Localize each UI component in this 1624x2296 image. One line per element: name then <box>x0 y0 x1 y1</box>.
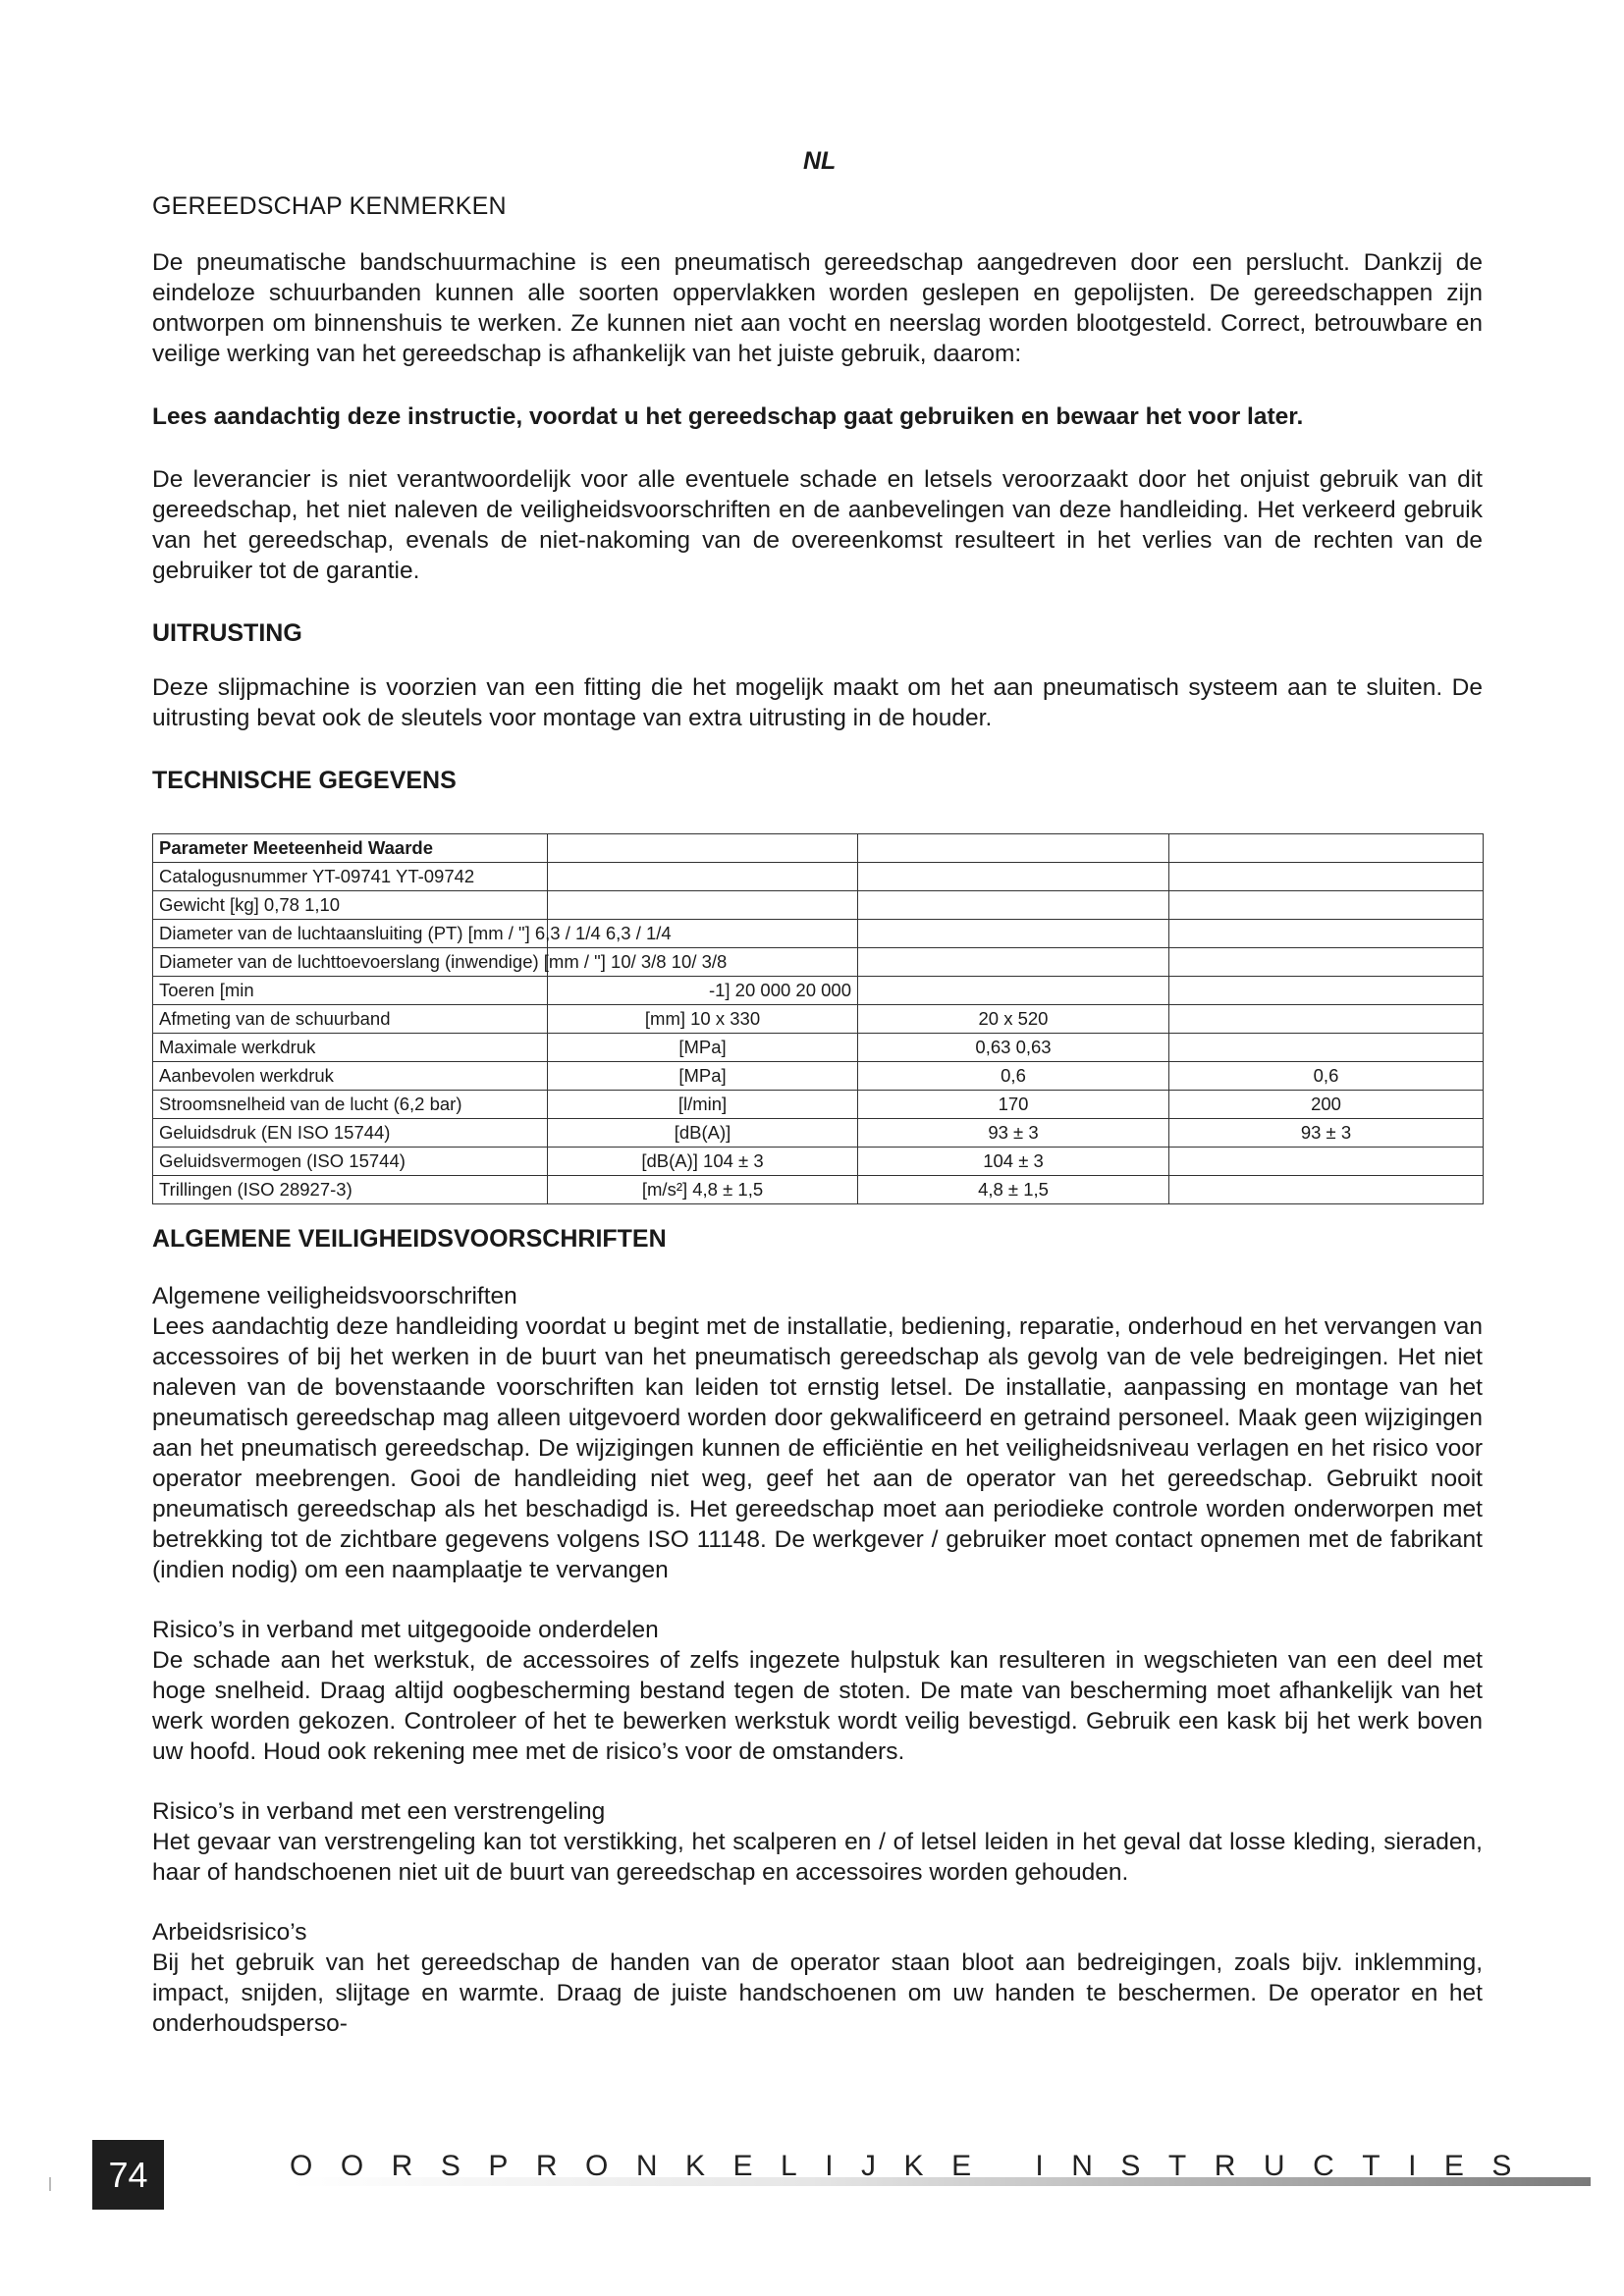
table-cell: 200 <box>1169 1091 1484 1119</box>
table-row <box>153 1005 1484 1034</box>
table-cell <box>548 834 858 863</box>
safety-blocks <box>152 1281 1483 2039</box>
table-cell: [l/min] <box>548 1091 858 1119</box>
table-cell: [dB(A)] 104 ± 3 <box>548 1148 858 1176</box>
table-cell <box>858 920 1169 948</box>
equipment-paragraph: Deze slijpmachine is voorzien van een fitting die het mogelijk maakt om het aan pneumatisch systeem aan te sluiten. De uitrusting bevat ook de sleutels voor montage van extra uitrusting in de houder. <box>152 674 1483 731</box>
table-cell: Maximale werkdruk <box>153 1034 548 1062</box>
table-row <box>153 948 1484 977</box>
safety-paragraph: Het gevaar van verstrengeling kan tot verstikking, het scalperen en / of letsel leiden in het geval dat losse kleding, sieraden, haar of handschoenen niet uit de buurt van gereedschap en accessoires worden gehouden. <box>152 1829 1483 1886</box>
table-cell <box>1169 834 1484 863</box>
table-cell <box>1169 1005 1484 1034</box>
table-cell <box>1169 920 1484 948</box>
safety-paragraph: Lees aandachtig deze handleiding voordat u begint met de installatie, bediening, reparatie, onderhoud en het vervangen van accessoires of bij het werken in de buurt van het pneumatisch gereedschap als gevolg van de vele bedreigingen. Het niet naleven van de bovenstaande voorschriften kan leiden tot ernstig letsel. De installatie, aanpassing en montage van het pneumatisch gereedschap mag alleen uitgevoerd worden door gekwalificeerd en getraind personeel. Maak geen wijzigingen aan het pneumatisch gereedschap. De wijzigingen kunnen de efficiëntie en het veiligheidsniveau verlagen en het risico voor operator meebrengen. Gooi de handleiding niet weg, geef het aan de operator van het gereedschap. Gebruikt nooit pneumatisch gereedschap als het beschadigd is. Het gereedschap moet aan periodieke controle worden onderworpen met betrekking tot de zichtbare gegevens volgens ISO 11148. De werkgever / gebruiker moet contact opnemen met de fabrikant (indien nodig) om een naamplaatje te vervangen <box>152 1313 1483 1583</box>
technical-data-table <box>152 833 1484 1204</box>
table-cell: 104 ± 3 <box>858 1148 1169 1176</box>
table-cell: Toeren [min <box>153 977 548 1005</box>
table-cell: 93 ± 3 <box>1169 1119 1484 1148</box>
table-cell: 0,6 <box>1169 1062 1484 1091</box>
table-row <box>153 1091 1484 1119</box>
table-cell <box>858 834 1169 863</box>
language-code: NL <box>803 147 837 175</box>
table-cell: 0,63 0,63 <box>858 1034 1169 1062</box>
safety-subheading: Arbeidsrisico’s <box>152 1919 307 1946</box>
table-cell: 93 ± 3 <box>858 1119 1169 1148</box>
table-row <box>153 920 1484 948</box>
table-cell <box>548 891 858 920</box>
table-row <box>153 1176 1484 1204</box>
table-cell: Geluidsdruk (EN ISO 15744) <box>153 1119 548 1148</box>
table-cell: Afmeting van de schuurband <box>153 1005 548 1034</box>
table-cell <box>548 863 858 891</box>
table-cell <box>1169 1034 1484 1062</box>
table-row <box>153 863 1484 891</box>
table-cell: Geluidsvermogen (ISO 15744) <box>153 1148 548 1176</box>
table-row <box>153 977 1484 1005</box>
table-cell <box>858 948 1169 977</box>
table-cell: Stroomsnelheid van de lucht (6,2 bar) <box>153 1091 548 1119</box>
page-content <box>152 192 1483 2039</box>
table-cell: Diameter van de luchttoevoerslang (inwendige) [mm / "] 10/ 3/8 10/ 3/8 <box>153 948 548 977</box>
table-cell: Catalogusnummer YT-09741 YT-09742 <box>153 863 548 891</box>
safety-paragraph: Bij het gebruik van het gereedschap de handen van de operator staan bloot aan bedreigingen, zoals bijv. inklemming, impact, snijden, slijtage en warmte. Draag de juiste handschoenen om uw handen te beschermen. De operator en het onderhoudsperso- <box>152 1949 1483 2037</box>
read-instructions-note: Lees aandachtig deze instructie, voordat u het gereedschap gaat gebruiken en bewaar het voor later. <box>152 403 1304 430</box>
table-cell: 170 <box>858 1091 1169 1119</box>
footer-title: OORSPRONKELIJKE INSTRUCTIES <box>290 2150 1540 2182</box>
table-cell <box>858 891 1169 920</box>
table-cell: Trillingen (ISO 28927-3) <box>153 1176 548 1204</box>
table-cell <box>1169 891 1484 920</box>
table-cell: Gewicht [kg] 0,78 1,10 <box>153 891 548 920</box>
table-cell: [MPa] <box>548 1034 858 1062</box>
table-cell <box>1169 948 1484 977</box>
safety-heading: ALGEMENE VEILIGHEIDSVOORSCHRIFTEN <box>152 1225 667 1253</box>
table-cell <box>1169 1176 1484 1204</box>
table-cell: [m/s²] 4,8 ± 1,5 <box>548 1176 858 1204</box>
table-row <box>153 834 1484 863</box>
table-row <box>153 891 1484 920</box>
table-cell: 20 x 520 <box>858 1005 1169 1034</box>
table-cell: [MPa] <box>548 1062 858 1091</box>
table-cell: Diameter van de luchtaansluiting (PT) [mm / "] 6,3 / 1/4 6,3 / 1/4 <box>153 920 548 948</box>
table-cell: 4,8 ± 1,5 <box>858 1176 1169 1204</box>
table-cell: 0,6 <box>858 1062 1169 1091</box>
safety-subheading: Algemene veiligheidsvoorschriften <box>152 1283 517 1309</box>
table-cell: Aanbevolen werkdruk <box>153 1062 548 1091</box>
table-row <box>153 1148 1484 1176</box>
section-title-features: GEREEDSCHAP KENMERKEN <box>152 192 507 220</box>
table-cell <box>1169 977 1484 1005</box>
table-cell <box>858 863 1169 891</box>
safety-subheading: Risico’s in verband met uitgegooide onderdelen <box>152 1617 659 1643</box>
safety-subheading: Risico’s in verband met een verstrengeling <box>152 1798 606 1825</box>
table-cell: [mm] 10 x 330 <box>548 1005 858 1034</box>
features-paragraph: De pneumatische bandschuurmachine is een pneumatisch gereedschap aangedreven door een perslucht. Dankzij de eindeloze schuurbanden kunnen alle soorten oppervlakken worden geslepen en gepolijsten. De gereedschappen zijn ontworpen om binnenshuis te werken. Ze kunnen niet aan vocht en neerslag worden blootgesteld. Correct, betrouwbare en veilige werking van het gereedschap is afhankelijk van het juiste gebruik, daarom: <box>152 249 1483 367</box>
table-row <box>153 1034 1484 1062</box>
liability-paragraph: De leverancier is niet verantwoordelijk voor alle eventuele schade en letsels veroorzaakt door het onjuist gebruik van dit gereedschap, het niet naleven de veiligheidsvoorschriften en de aanbevelingen van deze handleiding. Het verkeerd gebruik van het gereedschap, evenals de niet-nakoming van de overeenkomst resulteert in het verlies van de rechten van de gebruiker tot de garantie. <box>152 466 1483 584</box>
technical-data-heading: TECHNISCHE GEGEVENS <box>152 767 457 794</box>
table-cell: [dB(A)] <box>548 1119 858 1148</box>
table-cell <box>1169 863 1484 891</box>
safety-paragraph: De schade aan het werkstuk, de accessoires of zelfs ingezete hulpstuk kan resulteren in wegschieten van een deel met hoge snelheid. Draag altijd oogbescherming bestand tegen de stoten. De mate van bescherming moet afhankelijk van het werk worden gekozen. Controleer of het te bewerken werkstuk wordt veilig bevestigd. Gebruik een kask bij het werk boven uw hoofd. Houd ook rekening mee met de risico’s voor de omstanders. <box>152 1647 1483 1765</box>
table-cell: Parameter Meeteenheid Waarde <box>153 834 548 863</box>
margin-mark <box>49 2177 51 2191</box>
table-row <box>153 1062 1484 1091</box>
table-row <box>153 1119 1484 1148</box>
equipment-heading: UITRUSTING <box>152 619 302 647</box>
table-cell <box>1169 1148 1484 1176</box>
table-cell: -1] 20 000 20 000 <box>548 977 858 1005</box>
table-cell <box>858 977 1169 1005</box>
page-number: 74 <box>92 2140 164 2210</box>
